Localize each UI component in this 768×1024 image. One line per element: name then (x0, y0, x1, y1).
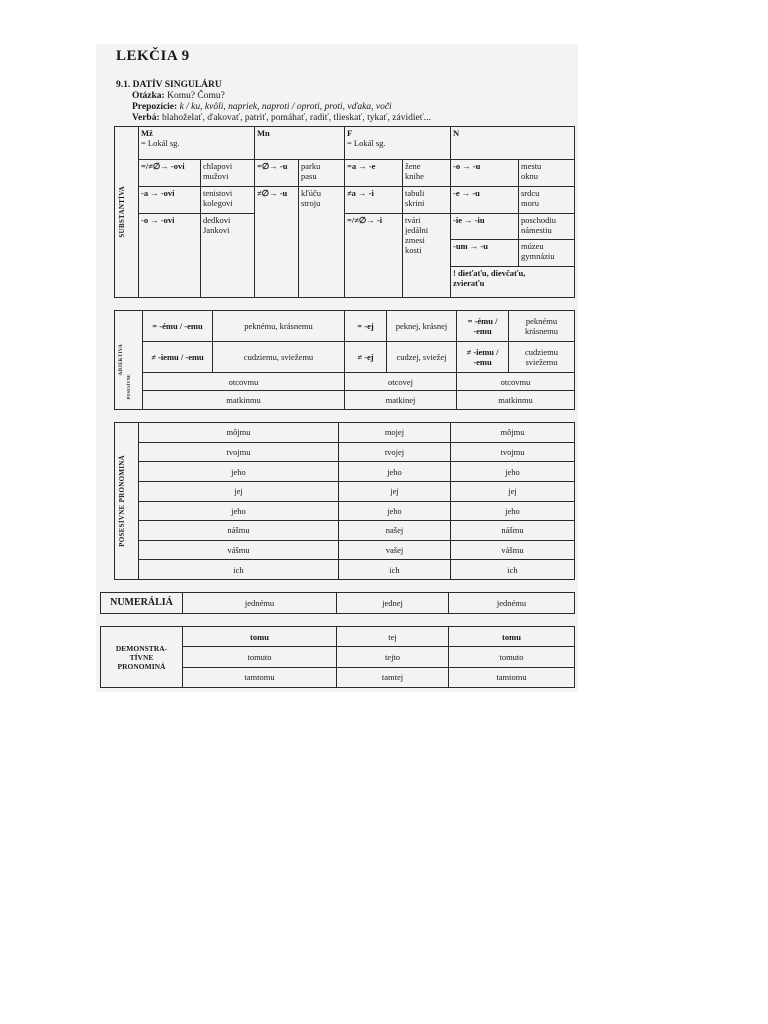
mz-rule: =/≠∅→ -ovi (139, 159, 201, 186)
n-irregular-note: ! dieťaťu, dievčaťu, zvieraťu (451, 267, 575, 298)
pron-m: jeho (139, 501, 339, 521)
mz-example: dedkovi Jankovi (201, 213, 255, 297)
pron-n: jej (451, 481, 575, 501)
dem-n: tamtomu (449, 667, 575, 687)
adj-m-example: peknému, krásnemu (213, 311, 345, 342)
pron-m: nášmu (139, 521, 339, 541)
f-example: tvári jedálni zmesi kosti (403, 213, 451, 297)
mz-rule: -o → -ovi (139, 213, 201, 297)
pos-adj-m: otcovmu (143, 372, 345, 391)
adj-f-example: cudzej, sviežej (387, 341, 457, 372)
n-example: srdcu moru (519, 186, 575, 213)
dem-f: tej (337, 627, 449, 647)
prepositions-text: k / ku, kvôli, napriek, naproti / oproti, proti, vďaka, voči (179, 102, 392, 112)
substantiva-table (114, 126, 575, 298)
n-rule: -e → -u (451, 186, 519, 213)
pos-adj-m: matkinmu (143, 391, 345, 410)
f-example: žene knihe (403, 159, 451, 186)
f-rule: =/≠∅→ -i (345, 213, 403, 297)
pron-f: tvojej (339, 442, 451, 462)
pron-n: jeho (451, 501, 575, 521)
mn-example: kľúču stroju (299, 186, 345, 297)
demonstrativne-label: DEMONSTRA- TÍVNE PRONOMINÁ (101, 627, 183, 688)
demonstrativne-table (100, 626, 575, 688)
dem-n: tomu (449, 627, 575, 647)
adj-n-example: peknému krásnemu (509, 311, 575, 342)
f-rule: =a → -e (345, 159, 403, 186)
question-label: Otázka: (132, 91, 165, 101)
question-line (132, 91, 225, 102)
num-m: jednému (183, 593, 337, 614)
n-rule: -um → -u (451, 240, 519, 267)
prepositions-line (132, 102, 392, 113)
dem-m: tamtomu (183, 667, 337, 687)
header-f: F = Lokál sg. (345, 127, 451, 160)
adjektiva-label: ADJEKTÍVA (119, 344, 124, 376)
header-mn: Mn (255, 127, 345, 160)
adj-m-rule: ≠ -iemu / -emu (143, 341, 213, 372)
mn-rule: =∅→ -u (255, 159, 299, 186)
header-n: N (451, 127, 575, 160)
num-f: jednej (337, 593, 449, 614)
dem-n: tomuto (449, 647, 575, 667)
pron-m: jeho (139, 462, 339, 482)
pronomina-label: POSESÍVNE PRONOMINÁ (118, 455, 126, 547)
adj-m-rule: = -ému / -emu (143, 311, 213, 342)
pron-n: nášmu (451, 521, 575, 541)
adj-m-example: cudziemu, sviežemu (213, 341, 345, 372)
n-example: mestu oknu (519, 159, 575, 186)
dem-f: tejto (337, 647, 449, 667)
adj-f-rule: = -ej (345, 311, 387, 342)
adj-n-example: cudziemu sviežemu (509, 341, 575, 372)
pron-m: ich (139, 560, 339, 580)
pron-f: našej (339, 521, 451, 541)
dem-f: tamtej (337, 667, 449, 687)
adj-f-example: peknej, krásnej (387, 311, 457, 342)
adj-n-rule: ≠ -iemu / -emu (457, 341, 509, 372)
prepositions-label: Prepozície: (132, 102, 178, 112)
question-text: Komu? Čomu? (167, 91, 225, 101)
pron-f: jeho (339, 501, 451, 521)
num-n: jednému (449, 593, 575, 614)
mz-example: chlapovi mužovi (201, 159, 255, 186)
pron-n: ich (451, 560, 575, 580)
pron-n: môjmu (451, 423, 575, 443)
n-rule: -ie → -iu (451, 213, 519, 240)
pron-m: jej (139, 481, 339, 501)
pron-f: jej (339, 481, 451, 501)
numeralia-label: NUMERÁLIÁ (101, 593, 183, 614)
pron-n: vášmu (451, 540, 575, 560)
mz-rule: -a → -ovi (139, 186, 201, 213)
pron-f: ich (339, 560, 451, 580)
pronomina-label-cell (115, 423, 139, 580)
mn-example: parku pasu (299, 159, 345, 186)
posesivne-adj-label-wrap (126, 374, 134, 408)
pos-adj-f: matkinej (345, 391, 457, 410)
pron-f: vašej (339, 540, 451, 560)
verbs-line (132, 113, 431, 124)
mn-rule: ≠∅→ -u (255, 186, 299, 297)
pos-adj-n: otcovmu (457, 372, 575, 391)
n-example: poschodiu námestiu (519, 213, 575, 240)
n-rule: -o → -u (451, 159, 519, 186)
n-example: múzeu gymnáziu (519, 240, 575, 267)
section-title: 9.1. DATÍV SINGULÁRU (116, 80, 222, 90)
header-mz: Mž = Lokál sg. (139, 127, 255, 160)
pron-f: jeho (339, 462, 451, 482)
pron-n: jeho (451, 462, 575, 482)
verbs-text: blahoželať, ďakovať, patriť, pomáhať, radiť, tlieskať, tykať, závidieť... (162, 113, 431, 123)
pronomina-table (114, 422, 575, 580)
dem-m: tomuto (183, 647, 337, 667)
adj-f-rule: ≠ -ej (345, 341, 387, 372)
numeralia-table (100, 592, 575, 614)
pron-f: mojej (339, 423, 451, 443)
pron-m: vášmu (139, 540, 339, 560)
adj-n-rule: = -ému / -emu (457, 311, 509, 342)
dem-m: tomu (183, 627, 337, 647)
f-rule: ≠a → -i (345, 186, 403, 213)
adjektiva-table (114, 310, 575, 410)
pos-adj-n: matkinmu (457, 391, 575, 410)
substantiva-label-cell (115, 127, 139, 298)
f-example: tabuli skrini (403, 186, 451, 213)
pron-n: tvojmu (451, 442, 575, 462)
verbs-label: Verbá: (132, 113, 160, 123)
scanned-page (96, 44, 578, 692)
pos-adj-f: otcovej (345, 372, 457, 391)
lesson-title: LEKČIA 9 (116, 48, 190, 64)
pron-m: môjmu (139, 423, 339, 443)
pron-m: tvojmu (139, 442, 339, 462)
posesivne-adj-label: POSESÍVNE (126, 374, 131, 400)
substantiva-label: SUBSTANTÍVA (118, 186, 126, 238)
mz-example: tenistovi kolegovi (201, 186, 255, 213)
